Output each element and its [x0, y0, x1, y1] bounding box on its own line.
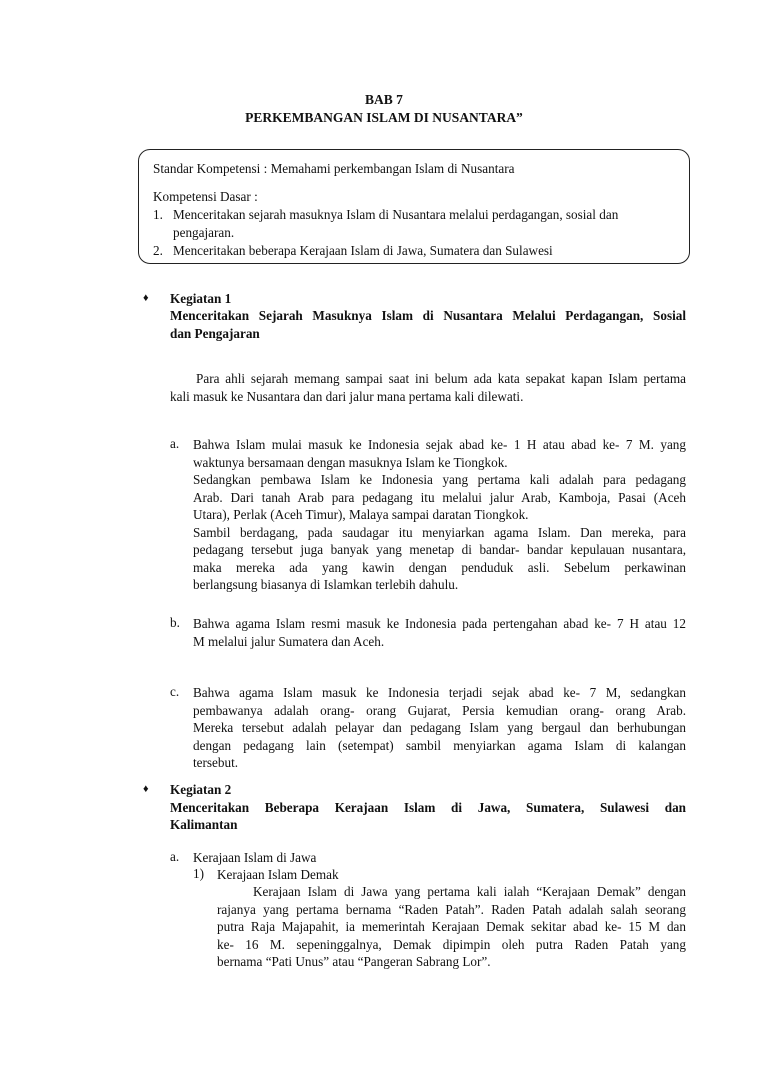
point-marker: c.: [170, 684, 180, 699]
activity-1-title-line: dan Pengajaran: [170, 326, 260, 341]
competency-box: [138, 149, 690, 264]
competency-standard: Standar Kompetensi : Memahami perkembangan Islam di Nusantara: [153, 161, 515, 176]
bullet-diamond-icon: ♦: [143, 292, 149, 304]
point-marker: a.: [170, 436, 180, 451]
activity-2-label: Kegiatan 2: [170, 782, 232, 797]
point-a-text: Bahwa Islam mulai masuk ke Indonesia sejak abad ke- 1 H atau abad ke- 7 M. yang waktunya bersamaan dengan masuknya Islam ke Tiongkok. Sedangkan pembawa Islam ke Indonesia yang pertama kali adalah para pedagang Arab. Dari tanah Arab para pedagang itu melalui jalur Arab, Kamboja, Pasai (Aceh Utara), Perlak (Aceh Timur), Malaya sampai daratan Tiongkok. Sambil berdagang, pada saudagar itu menyiarkan agama Islam. Dan mereka, para pedagang tersebut juga banyak yang menetap di bandar- bandar kepulauan nusantara, maka mereka ada yang kawin dengan penduduk asli. Sebelum perkawinan berlangsung biasanya di Islamkan terlebih dahulu.: [193, 437, 686, 592]
bullet-diamond-icon: ♦: [143, 783, 149, 795]
competency-item: 1. Menceritakan sejarah masuknya Islam di Nusantara melalui perdagangan, sosial dan pengajaran.: [153, 207, 619, 240]
intro-paragraph-line: kali masuk ke Nusantara dan dari jalur mana pertama kali dilewati.: [170, 389, 524, 404]
basic-competency-heading: Kompetensi Dasar :: [153, 189, 258, 204]
section-marker: a.: [170, 849, 180, 864]
point-c-text: Bahwa agama Islam masuk ke Indonesia terjadi sejak abad ke- 7 M, sedangkan pembawanya adalah orang- orang Gujarat, Persia kemudian orang- orang Arab. Mereka tersebut adalah pelayar dan pedagang Islam yang bergaul dan berhubungan dengan pedagang lain (setempat) sambil menyiarkan agama Islam di kalangan tersebut.: [193, 685, 686, 770]
subsection-title: Kerajaan Islam Demak: [217, 867, 339, 882]
section-title: Kerajaan Islam di Jawa: [193, 850, 317, 865]
point-marker: b.: [170, 615, 180, 630]
point-b-text: Bahwa agama Islam resmi masuk ke Indonesia pada pertengahan abad ke- 7 H atau 12 M melalui jalur Sumatera dan Aceh.: [193, 616, 686, 649]
activity-2-title-line: Menceritakan Beberapa Kerajaan Islam di Jawa, Sumatera, Sulawesi dan: [170, 800, 686, 815]
intro-paragraph-line: Para ahli sejarah memang sampai saat ini belum ada kata sepakat kapan Islam pertama: [196, 371, 686, 386]
chapter-title: PERKEMBANGAN ISLAM DI NUSANTARA”: [245, 110, 523, 125]
subsection-marker: 1): [193, 866, 204, 881]
competency-item: 2. Menceritakan beberapa Kerajaan Islam di Jawa, Sumatera dan Sulawesi: [153, 243, 553, 258]
activity-1-label: Kegiatan 1: [170, 291, 232, 306]
activity-2-title-line: Kalimantan: [170, 817, 238, 832]
chapter-number: BAB 7: [365, 92, 403, 107]
activity-1-title-line: Menceritakan Sejarah Masuknya Islam di Nusantara Melalui Perdagangan, Sosial: [170, 308, 686, 323]
demak-paragraph: Kerajaan Islam di Jawa yang pertama kali ialah “Kerajaan Demak” dengan rajanya yang pertama bernama “Raden Patah”. Raden Patah adalah salah seorang putra Raja Majapahit, ia memerintah Kerajaan Demak sekitar abad ke- 15 M dan ke- 16 M. sepeninggalnya, Demak dipimpin oleh putra Raden Patah yang bernama “Pati Unus” atau “Pangeran Sabrang Lor”.: [217, 884, 686, 969]
